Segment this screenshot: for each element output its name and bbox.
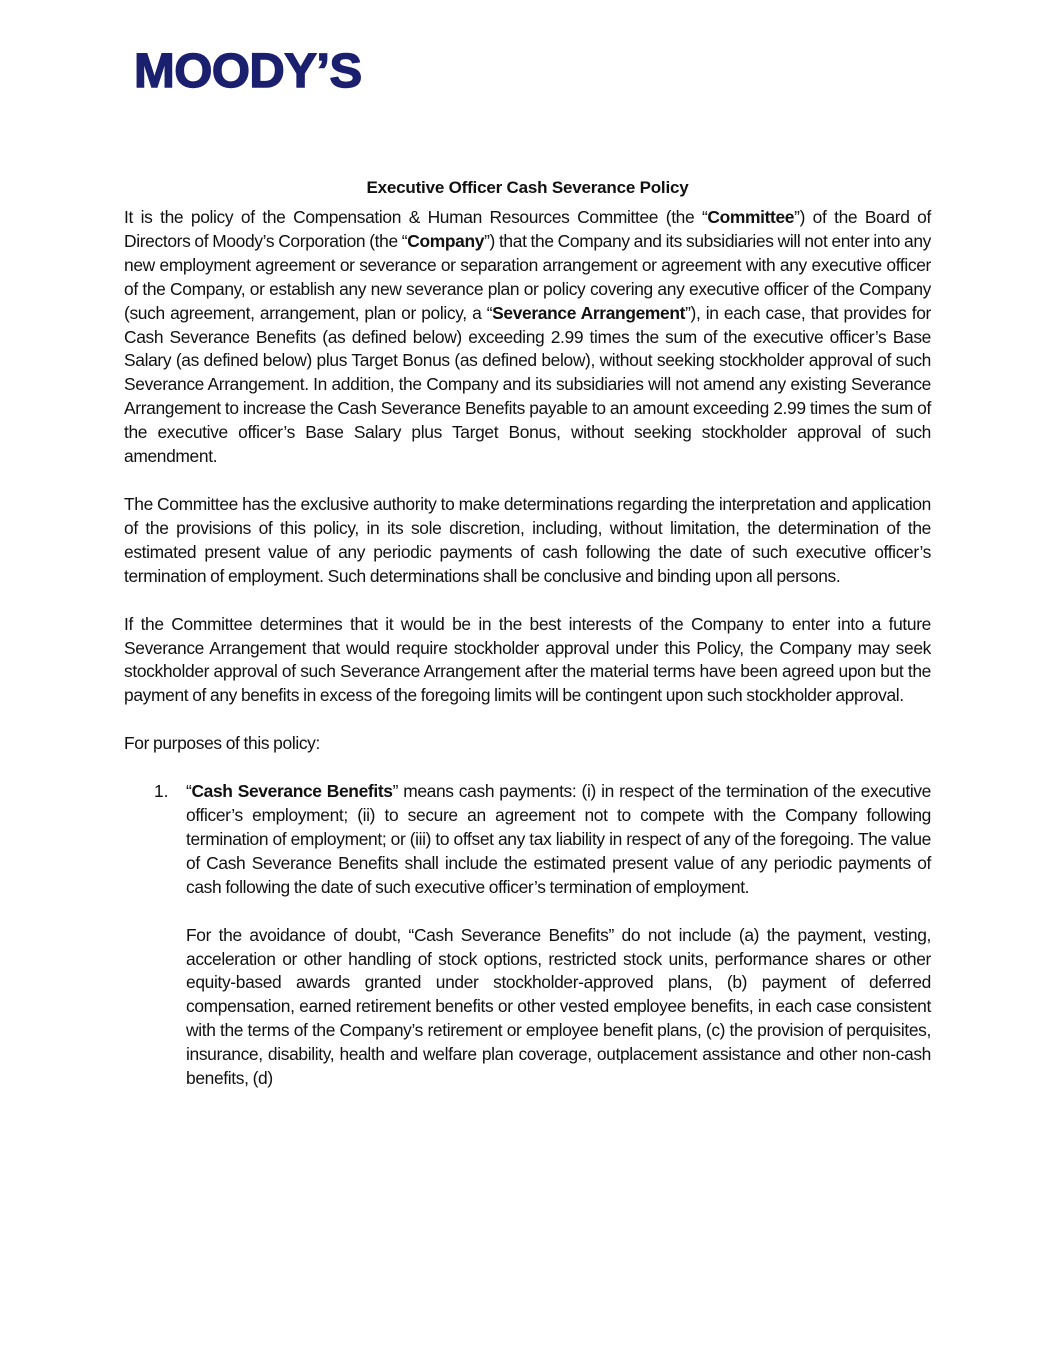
definition-item	[124, 780, 931, 1091]
list-number: 1.	[154, 781, 169, 802]
policy-paragraph-1	[124, 206, 931, 469]
text: ”), in each case, that provides for Cash Severance Benefits (as defined below) exceeding 2.99 times the sum of the executive officer’s Base Salary (as defined below) plus Target Bonus (as defined below), without seeking stockholder approval of such Severance Arrangement. In addition, the Company and its subsidiaries will not amend any existing Severance Arrangement to increase the Cash Severance Benefits payable to an amount exceeding 2.99 times the sum of the executive officer’s Base Salary plus Target Bonus, without seeking stockholder approval of such amendment.	[124, 302, 931, 467]
moodys-logo: MOODY’S	[134, 45, 362, 98]
defined-term-severance-arrangement: Severance Arrangement	[492, 302, 686, 323]
policy-paragraph-3: If the Committee determines that it would be in the best interests of the Company to enter into a future Severance Arrangement that would require stockholder approval under this Policy, the Company may seek stockholder approval of such Severance Arrangement after the material terms have been agreed upon but the payment of any benefits in excess of the foregoing limits will be contingent upon such stockholder approval.	[124, 613, 931, 706]
text: It is the policy of the Compensation & Human Resources Committee (the “	[124, 207, 708, 227]
policy-paragraph-2: The Committee has the exclusive authority to make determinations regarding the interpretation and application of the provisions of this policy, in its sole discretion, including, without limitation, the determination of the estimated present value of any periodic payments of cash following the date of such executive officer’s termination of employment. Such determinations shall be conclusive and binding upon all persons.	[124, 493, 931, 586]
document-body	[124, 176, 931, 1115]
text: “	[186, 781, 192, 802]
text: ”) of the Board of Directors of Moody’s Corporation (the “	[124, 207, 931, 251]
defined-term-committee: Committee	[707, 207, 795, 227]
text: ”) that the Company and its subsidiaries will not enter into any new employment agreement or severance or separation arrangement or agreement with any executive officer of the Company, or establish any new severance plan or policy covering any executive officer of the Company (such agreement, arrangement, plan or policy, a “	[124, 230, 932, 323]
defined-term-company: Company	[407, 230, 485, 251]
defined-term-cash-severance-benefits: Cash Severance Benefits	[191, 781, 393, 802]
definitions-list	[124, 780, 931, 1091]
definition-text	[186, 780, 931, 900]
definitions-intro: For purposes of this policy:	[124, 733, 321, 754]
document-title: Executive Officer Cash Severance Policy	[366, 178, 689, 197]
definition-note: For the avoidance of doubt, “Cash Severance Benefits” do not include (a) the payment, vesting, acceleration or other handling of stock options, restricted stock units, performance shares or other equity-based awards granted under stockholder-approved plans, (b) payment of deferred compensation, earned retirement benefits or other vested employee benefits, in each case consistent with the terms of the Company’s retirement or employee benefit plans, (c) the provision of perquisites, insurance, disability, health and welfare plan coverage, outplacement assistance and other non-cash benefits, (d)	[186, 924, 931, 1089]
text: ” means cash payments: (i) in respect of the termination of the executive officer’s employment; (ii) to secure an agreement not to compete with the Company following termination of employment; or (iii) to offset any tax liability in respect of any of the foregoing. The value of Cash Severance Benefits shall include the estimated present value of any periodic payments of cash following the date of such executive officer’s termination of employment.	[186, 781, 931, 897]
